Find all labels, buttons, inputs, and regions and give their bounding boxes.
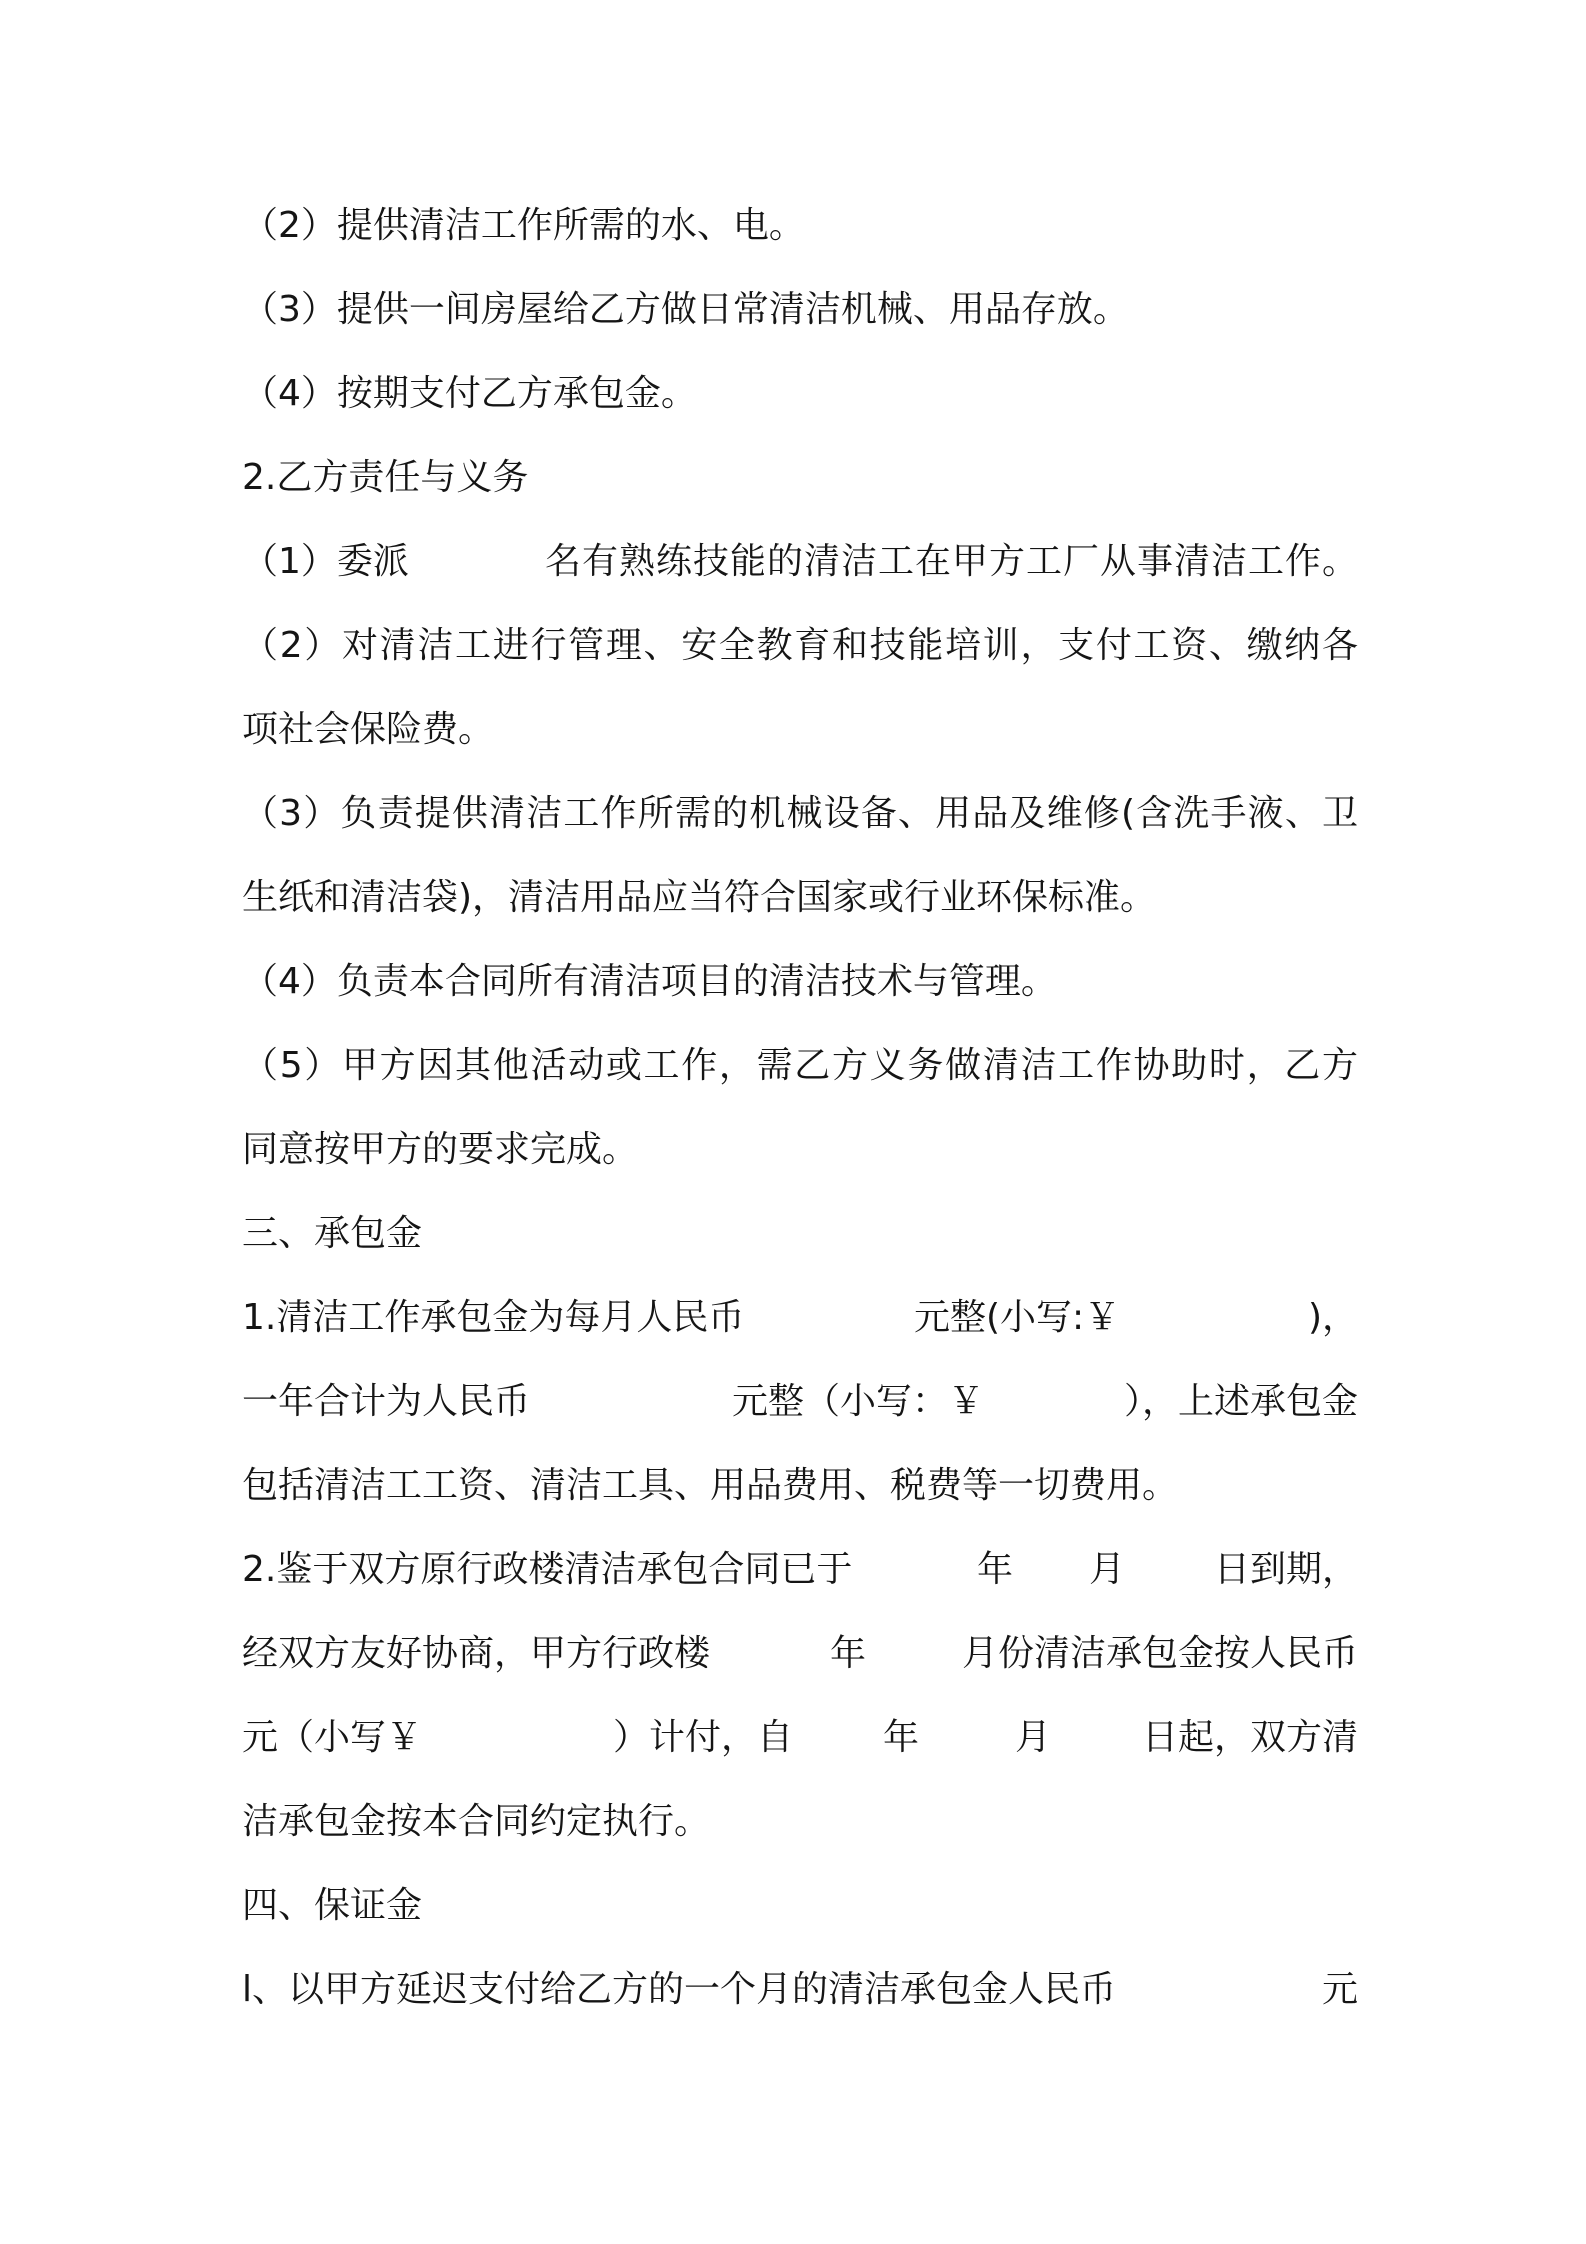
party-b-item-2-part-1: （2）对清洁工进行管理、安全教育和技能培训，支付工资、缴纳各: [242, 625, 1358, 666]
fee-clause-1-monthly-unit: 元整(小写:￥: [914, 1297, 1121, 1338]
deposit-heading-line: [242, 1878, 1358, 1934]
fee-clause-2-line-1: [242, 1542, 1358, 1598]
party-b-item-3-line-1: [242, 786, 1358, 842]
party-b-item-3-part-1: （3）负责提供清洁工作所需的机械设备、用品及维修(含洗手液、卫: [242, 793, 1358, 834]
fee-clause-2-billing: ）计付，自: [613, 1717, 794, 1758]
party-b-item-1-text: 名有熟练技能的清洁工在甲方工厂从事清洁工作。: [545, 541, 1358, 582]
contract-fee-heading: 三、承包金: [242, 1213, 423, 1254]
deposit-clause-1-text: l、以甲方延迟支付给乙方的一个月的清洁承包金人民币: [242, 1969, 1117, 2010]
party-b-item-4: （4）负责本合同所有清洁项目的清洁技术与管理。: [242, 961, 1057, 1002]
fee-clause-1-annual-unit: 元整（小写：￥: [732, 1381, 985, 1422]
fee-clause-2-expiry: 日到期，: [1213, 1549, 1358, 1590]
party-b-heading: 2.乙方责任与义务: [242, 457, 529, 498]
party-b-item-5-line-2: [242, 1122, 1358, 1178]
fee-clause-2-month-1: 月: [1089, 1549, 1126, 1590]
party-b-item-4-line: [242, 954, 1358, 1010]
deposit-clause-1-line: [242, 1962, 1358, 2018]
party-b-item-2-line-2: [242, 702, 1358, 758]
fee-clause-1-scope: 包括清洁工工资、清洁工具、用品费用、税费等一切费用。: [242, 1465, 1179, 1506]
contract-fee-heading-line: [242, 1206, 1358, 1262]
fee-clause-1-line-2: [242, 1374, 1358, 1430]
fee-clause-2-year-2: 年: [830, 1633, 867, 1674]
fee-clause-1-annual-label: 一年合计为人民币: [242, 1381, 531, 1422]
party-b-item-5-part-2: 同意按甲方的要求完成。: [242, 1129, 639, 1170]
party-b-item-2-line-1: [242, 618, 1358, 674]
party-a-item-2-line: [242, 198, 1358, 254]
fee-clause-2-month-3: 月: [1015, 1717, 1052, 1758]
fee-clause-2-line-3: [242, 1710, 1358, 1766]
fee-clause-2-execution: 洁承包金按本合同约定执行。: [242, 1801, 711, 1842]
fee-clause-2-month-fee: 月份清洁承包金按人民币: [961, 1633, 1358, 1674]
party-a-item-2: （2）提供清洁工作所需的水、电。: [242, 205, 805, 246]
party-a-item-3: （3）提供一间房屋给乙方做日常清洁机械、用品存放。: [242, 289, 1129, 330]
party-b-item-5-part-1: （5）甲方因其他活动或工作，需乙方义务做清洁工作协助时，乙方: [242, 1045, 1358, 1086]
party-b-heading-line: [242, 450, 1358, 506]
fee-clause-2-year-1: 年: [977, 1549, 1014, 1590]
fee-clause-2-start: 日起，双方清: [1141, 1717, 1358, 1758]
party-b-item-3-part-2: 生纸和清洁袋)，清洁用品应当符合国家或行业环保标准。: [242, 877, 1157, 918]
fee-clause-1-monthly-close: )，: [1307, 1297, 1358, 1338]
party-a-item-4-line: [242, 366, 1358, 422]
deposit-clause-1-unit: 元: [1321, 1969, 1358, 2010]
deposit-heading: 四、保证金: [242, 1885, 423, 1926]
fee-clause-1-annual-close: ），上述承包金: [1123, 1381, 1358, 1422]
party-a-item-4: （4）按期支付乙方承包金。: [242, 373, 697, 414]
fee-clause-2-intro: 2.鉴于双方原行政楼清洁承包合同已于: [242, 1549, 853, 1590]
fee-clause-1-line-1: [242, 1290, 1358, 1346]
party-a-item-3-line: [242, 282, 1358, 338]
party-b-item-1-line: [242, 534, 1358, 590]
fee-clause-2-amount-unit: 元（小写￥: [242, 1717, 423, 1758]
fee-clause-1-line-3: [242, 1458, 1358, 1514]
fee-clause-2-year-3: 年: [883, 1717, 920, 1758]
fee-clause-2-line-2: [242, 1626, 1358, 1682]
party-b-item-5-line-1: [242, 1038, 1358, 1094]
fee-clause-2-line-4: [242, 1794, 1358, 1850]
fee-clause-2-negotiation: 经双方友好协商，甲方行政楼: [242, 1633, 711, 1674]
party-b-item-2-part-2: 项社会保险费。: [242, 709, 495, 750]
fee-clause-1-monthly-label: 1.清洁工作承包金为每月人民币: [242, 1297, 745, 1338]
party-b-item-3-line-2: [242, 870, 1358, 926]
party-b-item-1-prefix: （1）委派: [242, 541, 409, 582]
